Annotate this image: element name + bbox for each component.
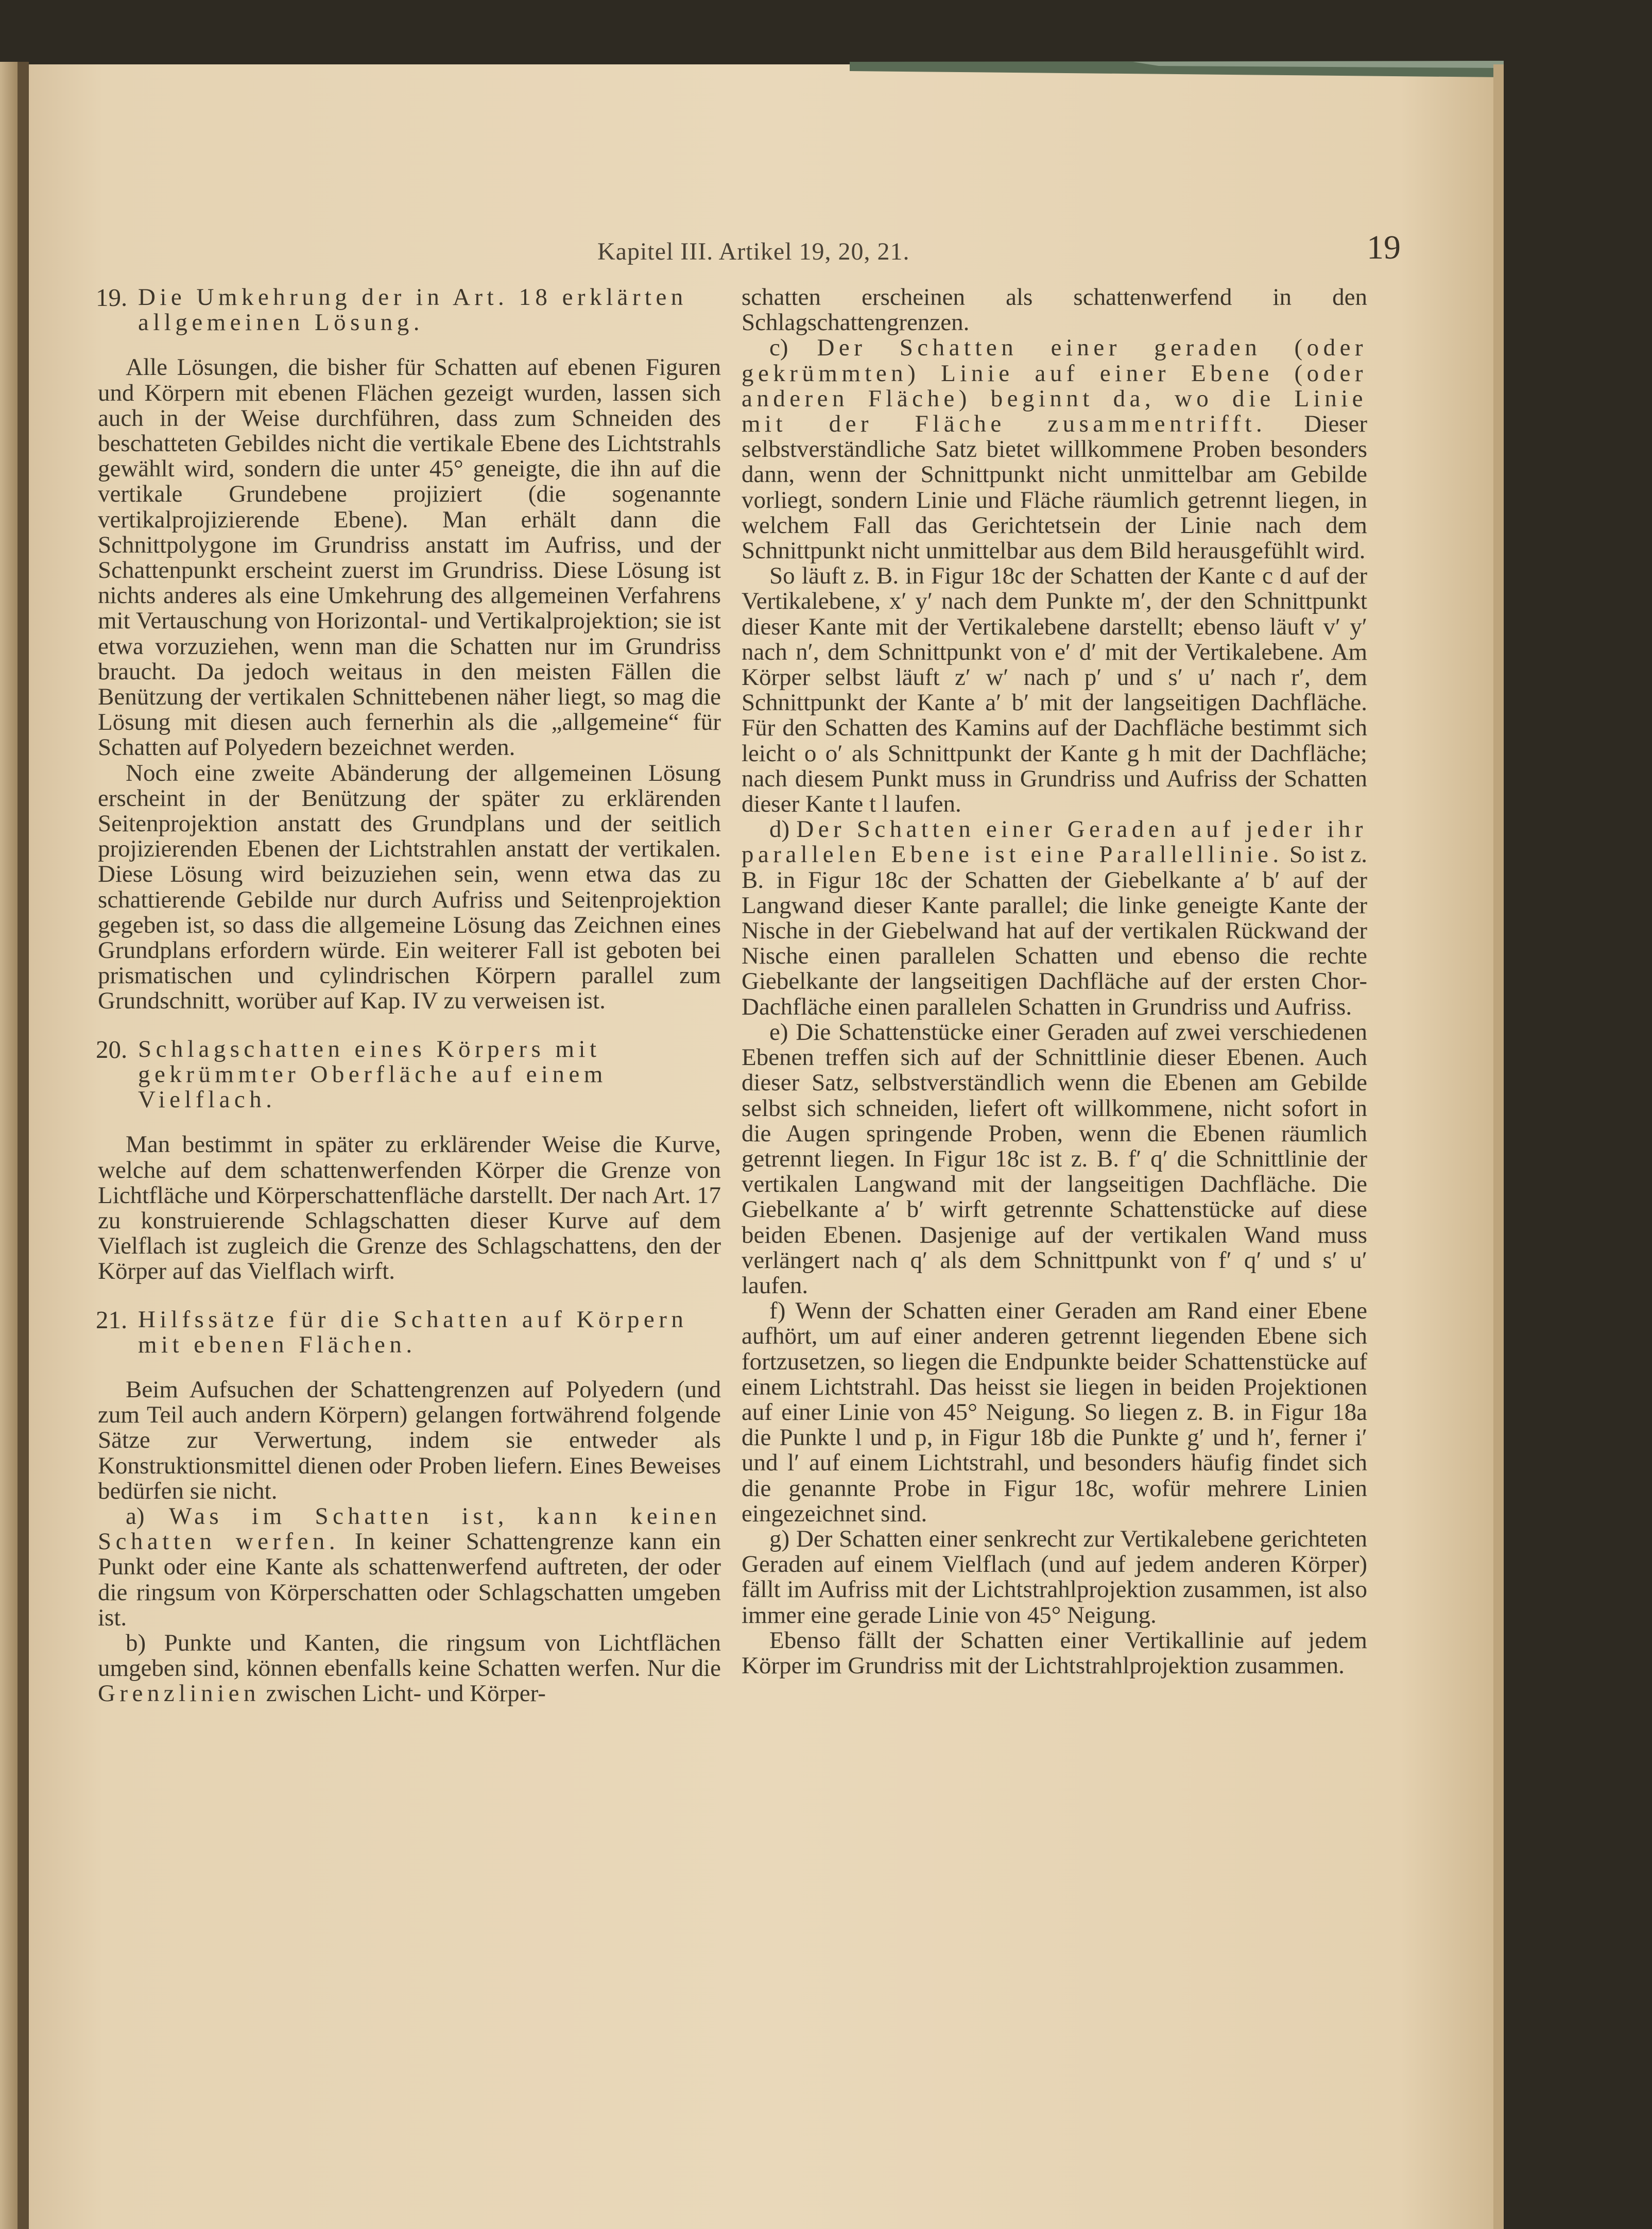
running-title: Kapitel III. Artikel 19, 20, 21.	[597, 238, 910, 265]
rule-text: zwischen Licht- und Körper-	[260, 1680, 546, 1707]
rule-statement: Der Schatten einer Geraden auf jeder ihr parallelen Ebene ist eine Parallellinie.	[742, 816, 1368, 868]
rule-d	[742, 817, 1367, 1020]
paragraph: Noch eine zweite Abänderung der allgemeinen Lösung erscheint in der Benützung der später zu erklärenden Seitenprojektion anstatt des Grundplans und der seitlich projizierenden Ebenen der Lichtstrahlen anstatt der vertikalen. Diese Lösung wird beizuziehen sein, wenn etwa das zu schattierende Gebilde nur durch Aufriss und Seitenprojektion gegeben ist, so dass die allgemeine Lösung das Zeichnen eines Grundplans erfordern würde. Ein weiterer Fall ist geboten bei prismatischen und cylindrischen Körpern parallel zum Grundschnitt, worüber auf Kap. IV zu verweisen ist.	[98, 759, 721, 1015]
rule-b	[98, 1631, 721, 1707]
rule-a	[98, 1504, 721, 1631]
section-number: 20.	[96, 1035, 128, 1064]
book-page	[15, 64, 1504, 2229]
rule-label: c)	[769, 334, 817, 362]
section-title: Die Umkehrung der in Art. 18 erklärten allgemeinen Lösung.	[138, 284, 687, 336]
left-column	[98, 285, 721, 1707]
rule-statement: Der Schatten einer geraden (oder gekrümmten) Linie auf einer Ebene (oder anderen Fläche) beginnt da, wo die Linie mit der Fläche zusammentrifft.	[742, 334, 1367, 438]
rule-statement: Was im Schatten ist, kann keinen Schatten werfen.	[98, 1502, 721, 1555]
section-number: 21.	[96, 1305, 128, 1334]
rule-emphasis: Grenzlinien	[98, 1680, 260, 1707]
rule-f: f) Wenn der Schatten einer Geraden am Rand einer Ebene aufhört, um auf einer anderen getrennt liegenden Ebene sich fortzusetzen, so liegen die Endpunkte beider Schattenstücke auf einem Lichtstrahl. Das heisst sie liegen in beiden Projektionen auf einer Linie von 45° Neigung. So liegen z. B. in Figur 18a die Punkte l und p, in Figur 18b die Punkte g′ und h′, ferner i′ und l′ auf einem Lichtstrahl, und besonders häufig findet sich die genannte Probe in Figur 18c, wofür mehrere Linien eingezeichnet sind.	[742, 1297, 1367, 1527]
rule-text: b) Punkte und Kanten, die ringsum von Lichtflächen umgeben sind, können ebenfalls keine Schatten werfen. Nur die	[98, 1629, 721, 1682]
paragraph: So läuft z. B. in Figur 18c der Schatten der Kante c d auf der Vertikalebene, x′ y′ nach dem Punkte m′, der den Schnittpunkt dieser Kante mit der Vertikalebene darstellt; ebenso läuft v′ y′ nach n′, dem Schnittpunkt von e′ d′ mit der Vertikalebene. Am Körper selbst läuft z′ w′ nach p′ und s′ u′ nach r′, dem Schnittpunkt der Kante a′ b′ mit der langseitigen Dachfläche. Für den Schatten des Kamins auf der Dachfläche bestimmt sich leicht o o′ als Schnittpunkt der Kante g h mit der Dachfläche; nach diesem Punkt muss in Grundriss und Aufriss der Schatten dieser Kante t l laufen.	[742, 562, 1367, 818]
right-column	[742, 285, 1367, 1678]
rule-label: d)	[769, 816, 797, 843]
section-number: 19.	[96, 283, 128, 312]
left-page-edge	[0, 62, 18, 2229]
rule-text: Dieser selbstverständliche Satz bietet willkommene Proben besonders dann, wenn der Schnittpunkt nicht unmittelbar am Gebilde vorliegt, sondern Linie und Fläche räumlich getrennt liegen, in welchem Fall das Gerichtetsein der Linie nach dem Schnittpunkt nicht unmittelbar aus dem Bild herausgefühlt wird.	[742, 410, 1367, 564]
section-21-heading	[98, 1307, 721, 1358]
section-19-heading	[98, 285, 721, 335]
section-title: Hilfssätze für die Schatten auf Körpern mit ebenen Flächen.	[138, 1306, 688, 1358]
section-20-heading	[98, 1037, 721, 1113]
paragraph: Beim Aufsuchen der Schattengrenzen auf Polyedern (und zum Teil auch andern Körpern) gelangen fortwährend folgende Sätze zur Verwertung, indem sie entweder als Konstruktionsmittel dienen oder Proben liefern. Eines Beweises bedürfen sie nicht.	[98, 1376, 721, 1504]
rule-e: e) Die Schattenstücke einer Geraden auf zwei verschiedenen Ebenen treffen sich auf der Schnittlinie dieser Ebenen. Auch dieser Satz, selbstverständlich wenn die Ebenen am Gebilde selbst sich schneiden, liefert oft willkommene, nicht sofort in die Augen springende Proben, wenn die Ebenen räumlich getrennt liegen. In Figur 18c ist z. B. f′ q′ die Schnittlinie der vertikalen Langwand mit der langseitigen Dachfläche. Die Giebelkante a′ b′ wirft getrennte Schattenstücke auf diese beiden Ebenen. Dasjenige auf der vertikalen Wand muss verlängert nach q′ als dem Schnittpunkt von f′ q′ und s′ u′ laufen.	[742, 1018, 1367, 1299]
page-number: 19	[1367, 229, 1401, 266]
rule-text: In keiner Schattengrenze kann ein Punkt oder eine Kante als schattenwerfend auftreten, der oder die ringsum von Körperschatten oder Schlagschatten umgeben ist.	[98, 1528, 721, 1631]
running-header	[15, 228, 1504, 285]
paragraph-continuation: schatten erscheinen als schattenwerfend in den Schlagschattengrenzen.	[742, 284, 1367, 336]
rule-text: So ist z. B. in Figur 18c der Schatten der Giebelkante a′ b′ auf der Langwand dieser Kante parallel; die linke geneigte Kante der Nische in der Giebelwand hat auf der vertikalen Rückwand der Nische einen parallelen Schatten und ebenso die rechte Giebelkante der langseitigen Dachfläche auf der ersten Chor-Dachfläche einen parallelen Schatten in Grundriss und Aufriss.	[742, 841, 1367, 1020]
rule-c	[742, 335, 1367, 563]
section-title: Schlagschatten eines Körpers mit gekrümmter Oberfläche auf einem Vielflach.	[138, 1035, 607, 1113]
paragraph: Ebenso fällt der Schatten einer Vertikallinie auf jedem Körper im Grundriss mit der Lichtstrahlprojektion zusammen.	[742, 1626, 1367, 1679]
paragraph: Alle Lösungen, die bisher für Schatten auf ebenen Figuren und Körpern mit ebenen Flächen gezeigt wurden, lassen sich auch in der Weise durchführen, dass zum Schneiden des beschatteten Gebildes nicht die vertikale Ebene des Lichtstrahls gewählt wird, sondern die unter 45° geneigte, die ihn auf die vertikale Grundebene projiziert (die sogenannte vertikalprojizierende Ebene). Man erhält dann die Schnittpolygone im Grundriss anstatt im Aufriss, und der Schattenpunkt erscheint zuerst im Grundriss. Diese Lösung ist nichts anderes als eine Umkehrung des allgemeinen Verfahrens mit Vertauschung von Horizontal- und Vertikalprojektion; sie ist etwa vorzuziehen, wenn man die Schatten nur im Grundriss braucht. Da jedoch weitaus in den meisten Fällen die Benützung der vertikalen Schnittebenen näher liegt, so mag die Lösung mit diesen auch fernerhin als die „allgemeine“ für Schatten auf Polyedern bezeichnet werden.	[98, 354, 721, 761]
rule-label: a)	[126, 1502, 169, 1530]
paragraph: Man bestimmt in später zu erklärender Weise die Kurve, welche auf dem schattenwerfenden Körper die Grenze von Lichtfläche und Körperschattenfläche darstellt. Der nach Art. 17 zu konstruierende Schlagschatten dieser Kurve auf dem Vielflach ist zugleich die Grenze des Schlagschattens, den der Körper auf das Vielflach wirft.	[98, 1131, 721, 1285]
rule-g: g) Der Schatten einer senkrecht zur Vertikalebene gerichteten Geraden auf einem Vielflach (und auf jedem anderen Körper) fällt im Aufriss mit der Lichtstrahlprojektion zusammen, ist also immer eine gerade Linie von 45° Neigung.	[742, 1525, 1367, 1628]
